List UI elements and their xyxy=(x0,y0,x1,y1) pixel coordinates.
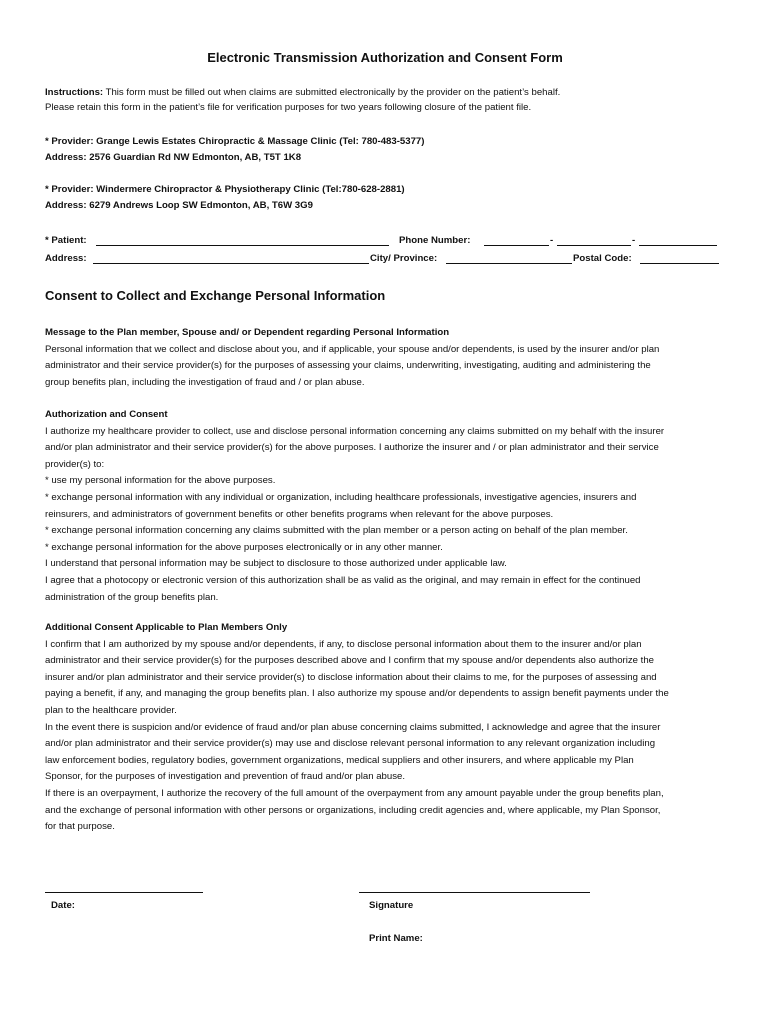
phone-separator-2: - xyxy=(632,235,636,246)
additional-consent-heading: Additional Consent Applicable to Plan Members Only xyxy=(45,622,288,633)
additional-consent-line: administrator and their service provider(s) for the purposes described above and I confirm that my spouse and/or dependents also authorize the xyxy=(45,655,655,667)
message-section xyxy=(45,325,735,391)
date-field[interactable] xyxy=(45,892,203,893)
instructions-line2: Please retain this form in the patient’s file for verification purposes for two years following closure of the patient file. xyxy=(45,102,532,113)
phone-separator-1: - xyxy=(550,235,554,246)
additional-consent-line: for that purpose. xyxy=(45,821,115,833)
provider-1-address: Address: 2576 Guardian Rd NW Edmonton, AB, T5T 1K8 xyxy=(45,152,302,163)
phone-area-field[interactable] xyxy=(484,245,549,246)
provider-2-name: * Provider: Windermere Chiropractor & Physiotherapy Clinic (Tel:780-628-2881) xyxy=(45,184,405,195)
signature-label: Signature xyxy=(369,900,414,911)
provider-2-address: Address: 6279 Andrews Loop SW Edmonton, AB, T6W 3G9 xyxy=(45,200,313,211)
authorization-line: * exchange personal information concerning any claims submitted with the plan member or a person acting on behalf of the plan member. xyxy=(45,525,628,537)
authorization-line: reinsurers, and administrators of government benefits or other benefits programs when relevant for the above purposes. xyxy=(45,508,554,520)
consent-heading: Consent to Collect and Exchange Personal Information xyxy=(45,288,386,303)
authorization-line: and/or plan administrator and their service provider(s) for the above purposes. I authorize the insurer and / or plan administrator and their service xyxy=(45,442,659,454)
authorization-line: I understand that personal information may be subject to disclosure to those authorized under applicable law. xyxy=(45,558,507,570)
additional-consent-line: If there is an overpayment, I authorize the recovery of the full amount of the overpayment from any amount payable under the group benefits plan, xyxy=(45,787,664,799)
patient-field[interactable] xyxy=(96,245,389,246)
phone-line-field[interactable] xyxy=(639,245,717,246)
additional-consent-line: insurer and/or plan administrator and their service provider(s) to disclose information about their claims to me, for the purposes of assessing and xyxy=(45,671,657,683)
additional-consent-line: paying a benefit, if any, and managing the group benefits plan. I also authorize my spouse and/or dependents to assign benefit payments under the xyxy=(45,688,669,700)
instructions-line1: This form must be filled out when claims are submitted electronically by the provider on the patient’s behalf. xyxy=(105,87,561,98)
patient-label: * Patient: xyxy=(45,235,87,246)
instructions-label: Instructions: xyxy=(45,87,104,98)
authorization-line: * exchange personal information with any individual or organization, including healthcare professionals, investigative agencies, insurers and xyxy=(45,491,637,503)
form-title: Electronic Transmission Authorization and Consent Form xyxy=(207,50,563,65)
date-label: Date: xyxy=(51,900,75,911)
additional-consent-line: law enforcement bodies, regulatory bodies, government organizations, medical suppliers and other insurers, and where applicable my Plan xyxy=(45,754,634,766)
address-label: Address: xyxy=(45,253,87,264)
authorization-line: I authorize my healthcare provider to collect, use and disclose personal information concerning any claims submitted on my behalf with the insurer xyxy=(45,425,665,437)
additional-consent-line: Sponsor, for the purposes of investigation and prevention of fraud and/or plan abuse. xyxy=(45,771,406,783)
postal-code-label: Postal Code: xyxy=(573,253,632,264)
additional-consent-line: and the exchange of personal information with other persons or organizations, including credit agencies and, where applicable, my Plan Sponsor, xyxy=(45,804,661,816)
phone-label: Phone Number: xyxy=(399,235,471,246)
address-field[interactable] xyxy=(93,263,369,264)
message-line: administrator and their service provider(s) for the purposes of assessing your claims, underwriting, investigating, auditing and administering the xyxy=(45,360,651,372)
print-name-label: Print Name: xyxy=(369,933,423,944)
additional-consent-line: and/or plan administrator and their service provider(s) may use and disclose relevant personal information to any relevant organization including xyxy=(45,738,656,750)
phone-prefix-field[interactable] xyxy=(557,245,631,246)
message-line: Personal information that we collect and disclose about you, and if applicable, your spouse and/or dependents, is used by the insurer and/or plan xyxy=(45,343,660,355)
authorization-line: provider(s) to: xyxy=(45,458,105,470)
message-heading: Message to the Plan member, Spouse and/ or Dependent regarding Personal Information xyxy=(45,327,450,338)
additional-consent-line: In the event there is suspicion and/or evidence of fraud and/or plan abuse concerning claims submitted, I acknowledge and agree that the insurer xyxy=(45,721,661,733)
city-province-label: City/ Province: xyxy=(370,253,438,264)
city-province-field[interactable] xyxy=(446,263,572,264)
authorization-heading: Authorization and Consent xyxy=(45,409,168,420)
authorization-section xyxy=(45,407,735,606)
message-line: group benefits plan, including the investigation of fraud and / or plan abuse. xyxy=(45,376,365,388)
authorization-line: I agree that a photocopy or electronic version of this authorization shall be as valid as the original, and may remain in effect for the continued xyxy=(45,574,641,586)
signature-field[interactable] xyxy=(359,892,590,893)
authorization-line: * exchange personal information for the above purposes electronically or in any other manner. xyxy=(45,541,443,553)
provider-1-name: * Provider: Grange Lewis Estates Chiropractic & Massage Clinic (Tel: 780-483-5377) xyxy=(45,136,425,147)
additional-consent-section xyxy=(45,620,735,836)
authorization-line: * use my personal information for the above purposes. xyxy=(45,475,276,487)
additional-consent-line: plan to the healthcare provider. xyxy=(45,704,177,716)
postal-code-field[interactable] xyxy=(640,263,719,264)
additional-consent-line: I confirm that I am authorized by my spouse and/or dependents, if any, to disclose personal information about them to the insurer and/or plan xyxy=(45,638,642,650)
authorization-line: administration of the group benefits plan. xyxy=(45,591,219,603)
